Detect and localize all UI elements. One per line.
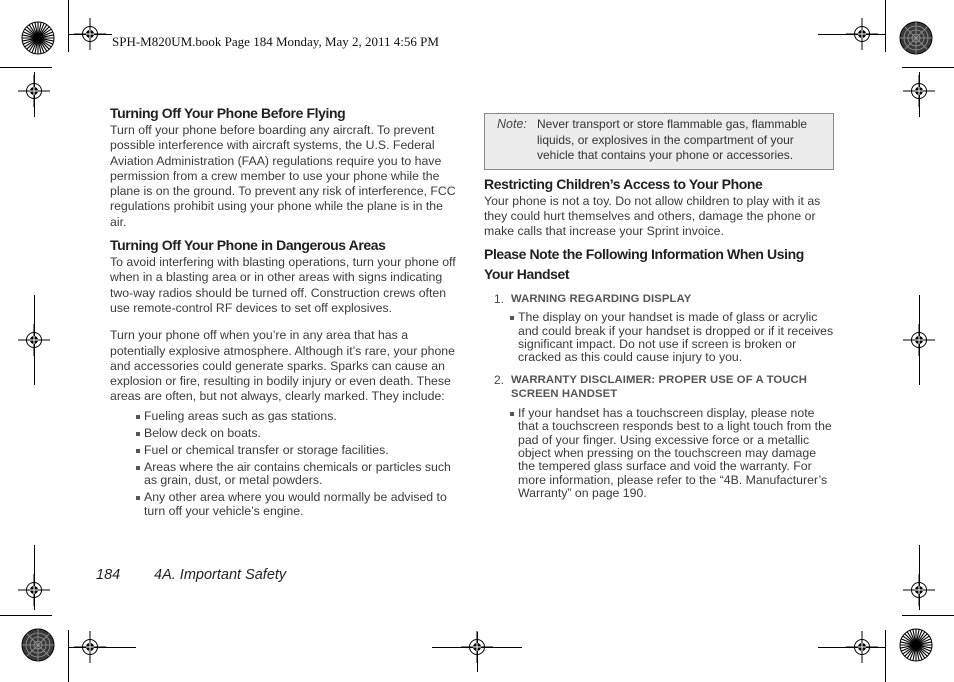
- list-item: The display on your handset is made of glass or acrylic and could break if your handset is dropped or if it receives significant impact. Do not use if screen is broken or cracked as this could cause injury to you.: [510, 311, 834, 364]
- section-title-handset-info: Please Note the Following Information When Using Your Handset: [484, 246, 804, 282]
- right-column: [484, 113, 834, 504]
- bullet-icon: [510, 412, 514, 416]
- bullet-icon: [136, 449, 140, 453]
- section-body-blasting: To avoid interfering with blasting operations, turn your phone off when in a blasting area or in other areas with signs indicating two-way radios should be turned off. Construction crews often use remote-control RF devices to set off explosives.: [110, 255, 456, 315]
- bullet-icon: [136, 415, 140, 419]
- section-title-children: Restricting Children’s Access to Your Phone: [484, 175, 763, 192]
- section-body-explosive: Turn your phone off when you’re in any area that has a potentially explosive atmosphere. Although it’s rare, your phone and accessories could generate sparks. Sparks can cause an explosion or fire, resulting in bodily injury or even death. These areas are often, but not always, clearly marked. They include:: [110, 328, 455, 404]
- display-warning-list: [484, 311, 834, 364]
- warranty-list: [484, 407, 834, 500]
- note-label: Note:: [497, 117, 527, 131]
- section-body-flying: Turn off your phone before boarding any aircraft. To prevent possible interference with aircraft systems, the U.S. Federal Aviation Administration (FAA) regulations require you to have permission from a crew member to use your phone while the plane is on the ground. To prevent any risk of interference, FCC regulations prohibit using your phone while the plane is in the air.: [110, 123, 456, 229]
- item-caption-display: WARNING REGARDING DISPLAY: [511, 293, 692, 306]
- list-item: If your handset has a touchscreen display, please note that a touchscreen responds best to a light touch from the pad of your finger. Using excessive force or a metallic object when pressing on the touchscreen may damage the tempered glass surface and void the warranty. For more information, please refer to the “4B. Manufacturer’s Warranty” on page 190.: [510, 407, 834, 500]
- section-title-dangerous-areas: Turning Off Your Phone in Dangerous Areas: [110, 237, 386, 254]
- hazard-list: [110, 410, 460, 519]
- list-item: Below deck on boats.: [136, 427, 460, 441]
- section-title-flying: Turning Off Your Phone Before Flying: [110, 105, 346, 121]
- left-column: [110, 104, 460, 522]
- print-slug: SPH-M820UM.book Page 184 Monday, May 2, 2011 4:56 PM: [112, 34, 439, 49]
- section-footer: 4A. Important Safety: [154, 567, 287, 583]
- bullet-icon: [136, 432, 140, 436]
- list-item: Fuel or chemical transfer or storage facilities.: [136, 444, 460, 458]
- section-body-children: Your phone is not a toy. Do not allow children to play with it as they could hurt themselves and others, damage the phone or make calls that increase your Sprint invoice.: [484, 193, 821, 239]
- numbered-item-2: 2. WARRANTY DISCLAIMER: PROPER USE OF A TOUCH SCREEN HANDSET: [494, 373, 834, 401]
- note-text: Never transport or store flammable gas, flammable liquids, or explosives in the compartment of your vehicle that contains your phone or accessories.: [537, 117, 808, 162]
- list-item: Any other area where you would normally be advised to turn off your vehicle’s engine.: [136, 491, 460, 518]
- bullet-icon: [510, 316, 514, 320]
- list-item: Fueling areas such as gas stations.: [136, 410, 460, 424]
- bullet-icon: [136, 466, 140, 470]
- numbered-item-1: 1. WARNING REGARDING DISPLAY: [494, 292, 692, 307]
- bullet-icon: [136, 496, 140, 500]
- list-item: Areas where the air contains chemicals or particles such as grain, dust, or metal powders.: [136, 461, 460, 488]
- page-number: 184: [96, 567, 121, 583]
- item-caption-warranty: WARRANTY DISCLAIMER: PROPER USE OF A TOUCH SCREEN HANDSET: [511, 374, 808, 401]
- note-box: [484, 113, 834, 170]
